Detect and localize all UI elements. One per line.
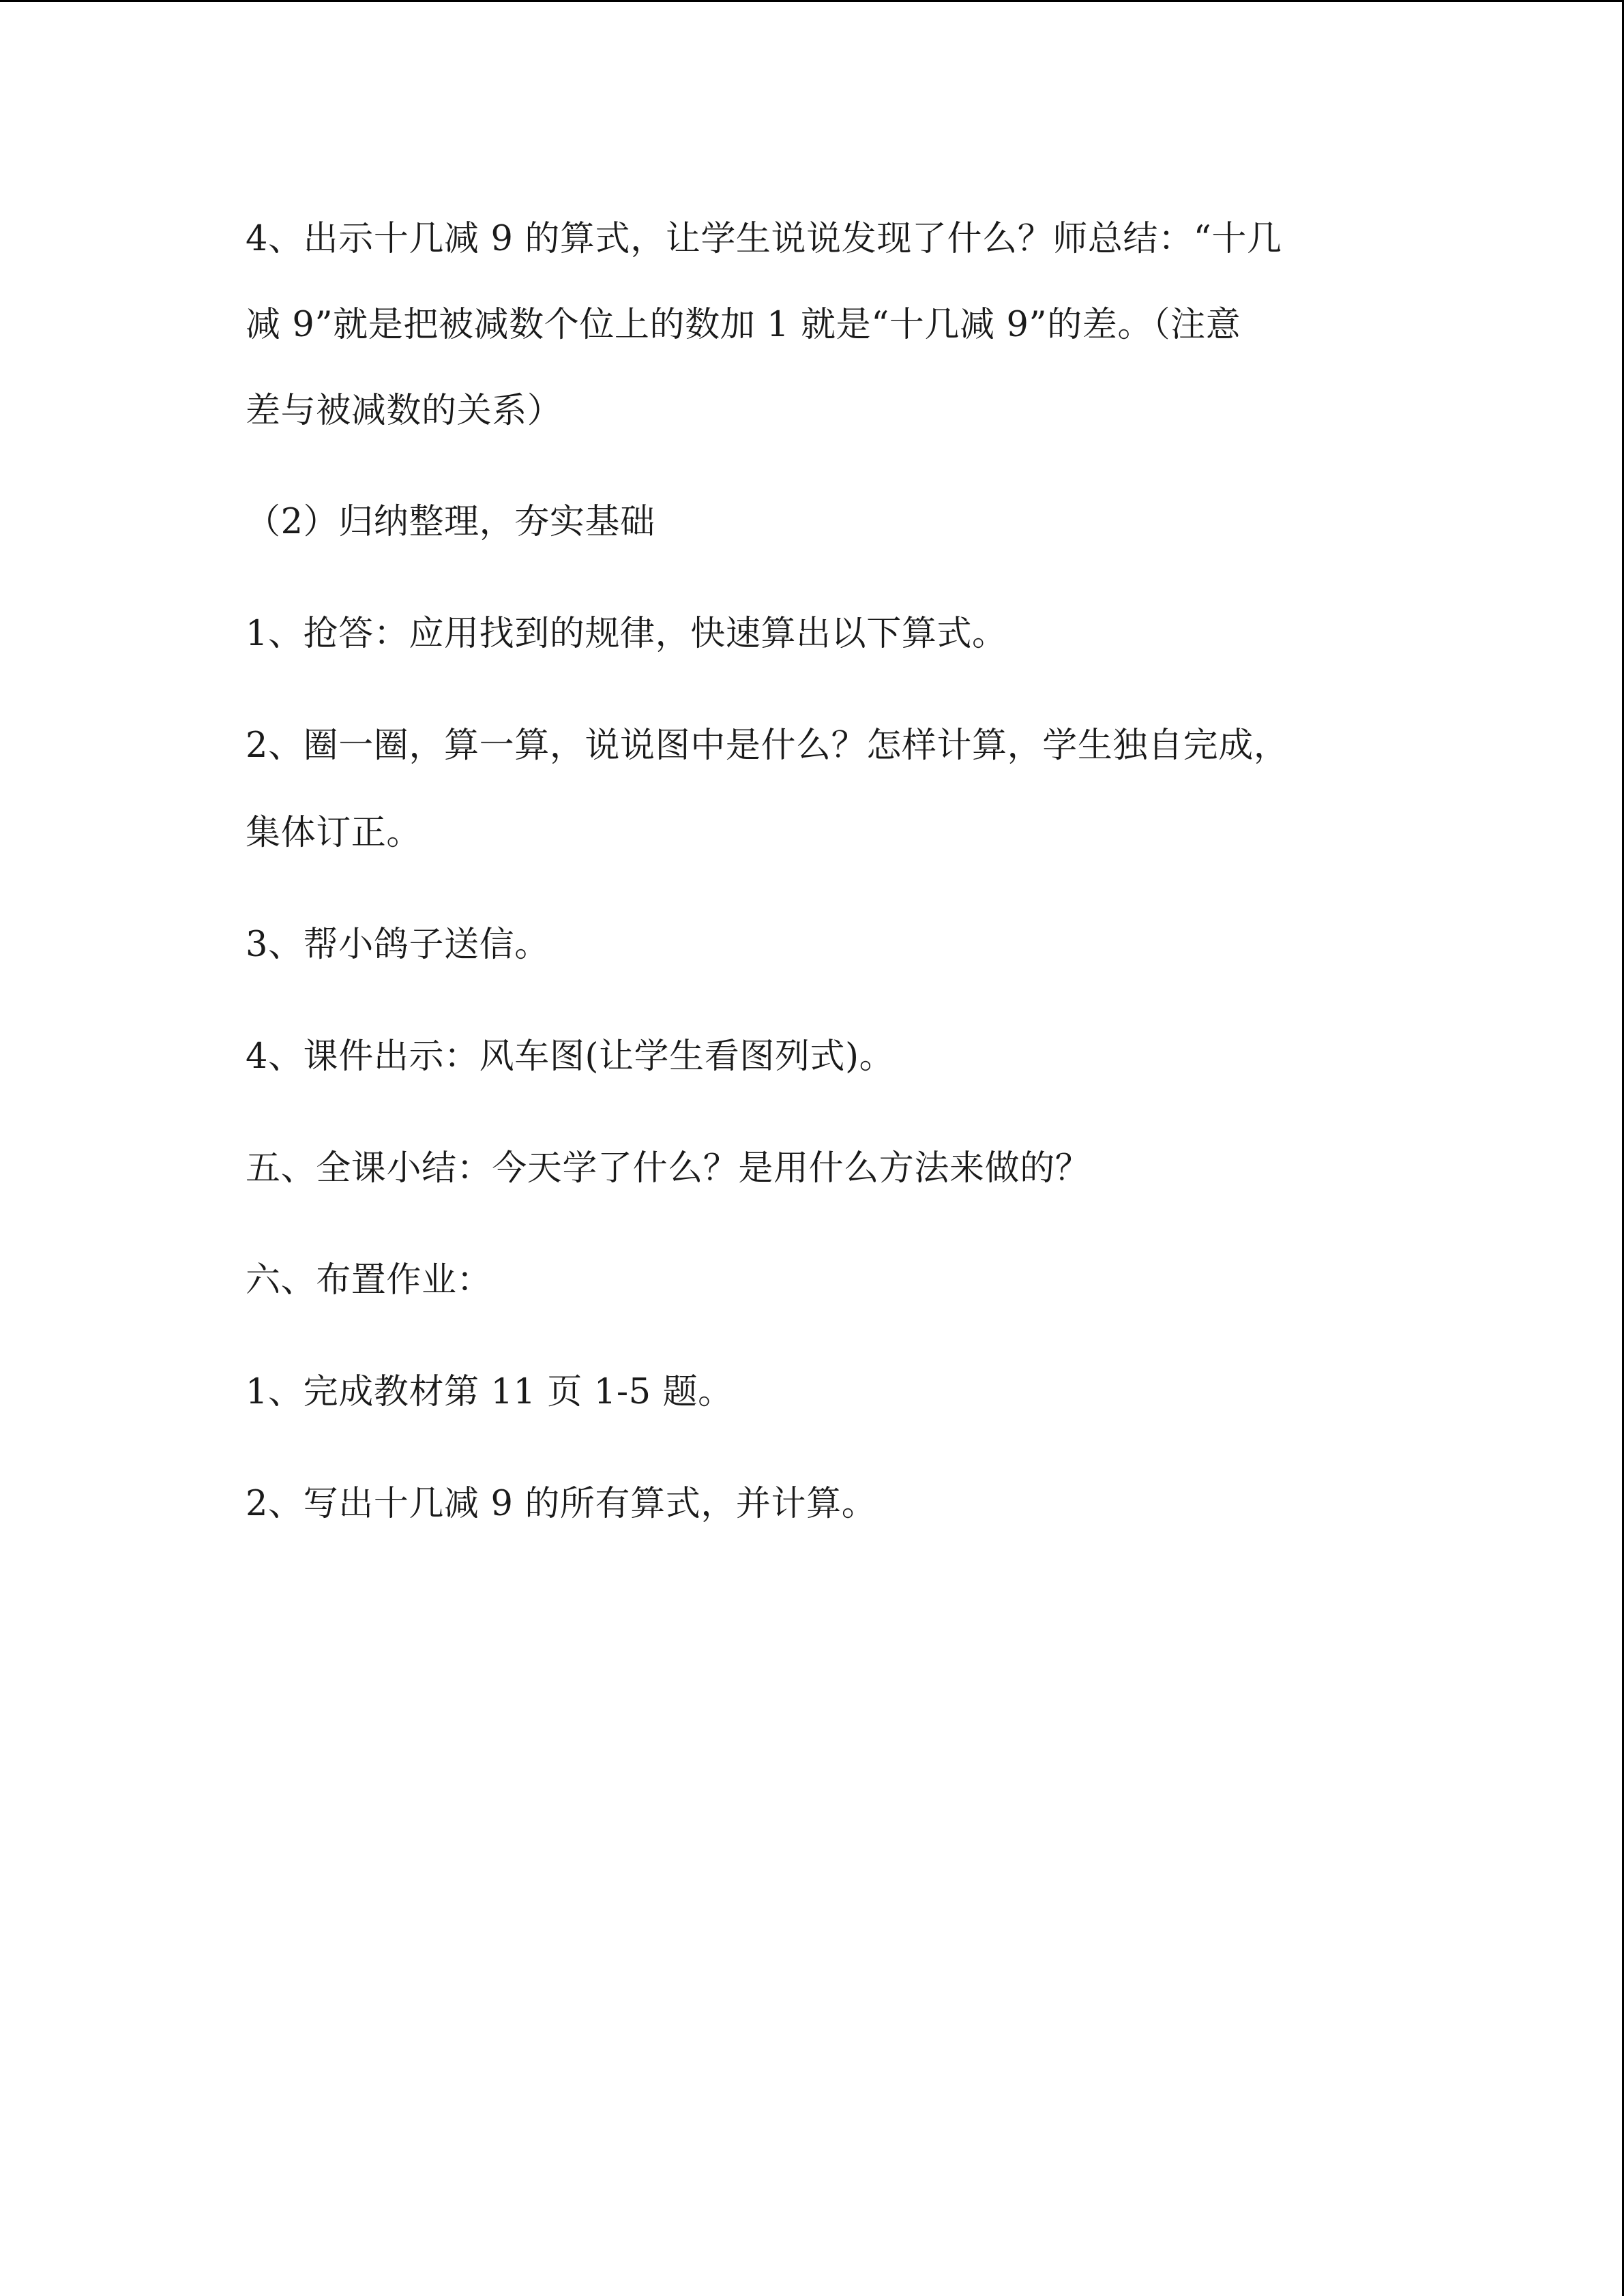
paragraph-line-9: 4、课件出示：风车图(让学生看图列式)。 [246,1037,895,1077]
section-heading-conclusion: 五、全课小结：今天学了什么？是用什么方法来做的？ [246,1148,1091,1189]
paragraph-line-6: 2、圈一圈，算一算，说说图中是什么？怎样计算，学生独自完成， [246,726,1289,766]
page-top-border [0,0,1624,2]
paragraph-line-3: 差与被减数的关系） [246,391,563,431]
paragraph-line-5: 1、抢答：应用找到的规律，快速算出以下算式。 [246,614,1007,654]
paragraph-line-1: 4、出示十几减 9 的算式，让学生说说发现了什么？师总结：“十几 [246,219,1282,259]
homework-item-1: 1、完成教材第 11 页 1-5 题。 [246,1372,733,1412]
paragraph-line-8: 3、帮小鸽子送信。 [246,925,550,965]
homework-item-2: 2、写出十几减 9 的所有算式，并计算。 [246,1484,877,1524]
paragraph-line-2: 减 9”就是把被减数个位上的数加 1 就是“十几减 9”的差。（注意 [246,305,1241,345]
section-heading-summary: （2）归纳整理，夯实基础 [246,502,655,542]
paragraph-line-7: 集体订正。 [246,813,422,853]
section-heading-homework: 六、布置作业： [246,1260,492,1300]
